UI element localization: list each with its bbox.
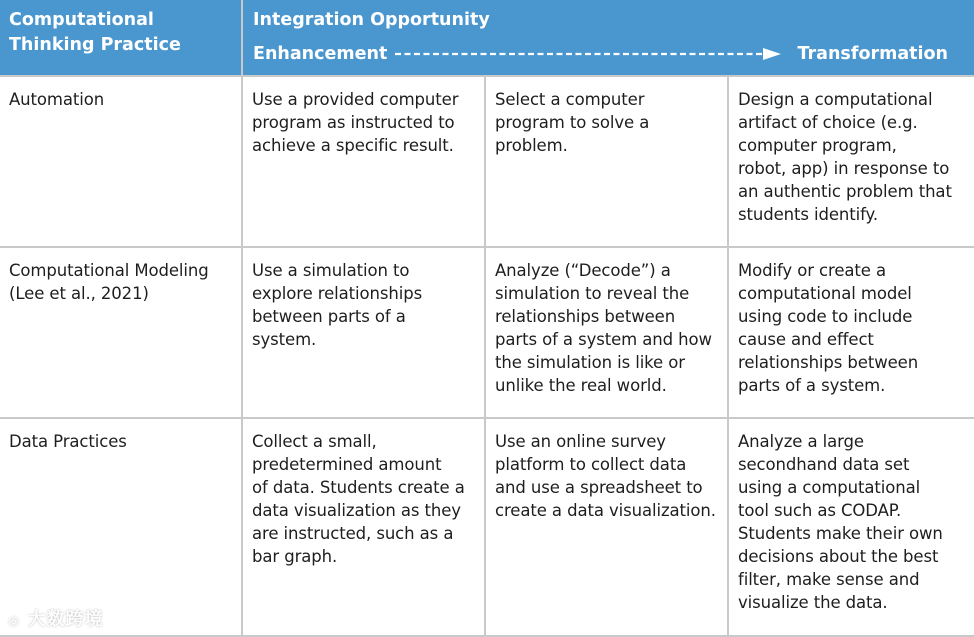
cell-line: parts of a system and how <box>495 330 712 349</box>
cell-line: problem. <box>495 136 568 155</box>
transformation-cell-modeling <box>729 248 974 417</box>
practice-cell-computational-modeling <box>0 248 241 417</box>
cell-line: (Lee et al., 2021) <box>9 284 149 303</box>
enhancement-cell-data-2 <box>486 419 727 635</box>
cell-line: computer program, <box>738 136 897 155</box>
cell-line: Automation <box>9 90 105 109</box>
cell-line: program as instructed to <box>252 113 455 132</box>
cell-line: relationships between <box>495 307 676 326</box>
cell-line: parts of a system. <box>738 376 886 395</box>
cell-line: filter, make sense and <box>738 570 920 589</box>
cell-line: predetermined amount <box>252 455 442 474</box>
cell-line: are instructed, such as a <box>252 524 454 543</box>
header-practice-line-1: Computational <box>9 10 154 30</box>
cell-line: unlike the real world. <box>495 376 667 395</box>
cell-line: between parts of a <box>252 307 406 326</box>
cell-line: robot, app) in response to <box>738 159 950 178</box>
cell-line: tool such as CODAP. <box>738 501 902 520</box>
cell-line: Computational Modeling <box>9 261 209 280</box>
cell-line: the simulation is like or <box>495 353 685 372</box>
practice-cell-data-practices <box>0 419 241 635</box>
cell-line: Collect a small, <box>252 432 377 451</box>
watermark <box>8 605 104 631</box>
cell-line: Analyze (“Decode”) a <box>495 261 671 280</box>
transformation-cell-automation <box>729 77 974 246</box>
cell-line: Students make their own <box>738 524 943 543</box>
transformation-cell-data <box>729 419 974 635</box>
cell-line: an authentic problem that <box>738 182 952 201</box>
cell-line: data visualization as they <box>252 501 461 520</box>
cell-line: explore relationships <box>252 284 423 303</box>
cell-line: relationships between <box>738 353 919 372</box>
cell-line: create a data visualization. <box>495 501 716 520</box>
cell-line: bar graph. <box>252 547 338 566</box>
cell-line: decisions about the best <box>738 547 939 566</box>
cell-line: Use an online survey <box>495 432 666 451</box>
header-practice-column <box>0 0 241 75</box>
enhancement-cell-data-1 <box>243 419 484 635</box>
cell-line: computational model <box>738 284 912 303</box>
cell-line: Analyze a large <box>738 432 864 451</box>
cell-line: Select a computer <box>495 90 645 109</box>
cell-line: program to solve a <box>495 113 650 132</box>
cell-line: using code to include <box>738 307 913 326</box>
cell-line: Modify or create a <box>738 261 886 280</box>
cell-line: and use a spreadsheet to <box>495 478 703 497</box>
cell-line: of data. Students create a <box>252 478 465 497</box>
cell-line: system. <box>252 330 317 349</box>
header-integration-opportunity <box>243 0 974 75</box>
header-enhancement-label: Enhancement <box>253 44 388 64</box>
cell-line: using a computational <box>738 478 921 497</box>
header-integration-title: Integration Opportunity <box>253 10 490 30</box>
header-transformation-label: Transformation <box>797 44 948 64</box>
enhancement-cell-automation-2 <box>486 77 727 246</box>
enhancement-cell-automation-1 <box>243 77 484 246</box>
watermark-logo-icon: ◎ <box>8 614 21 629</box>
dashed-arrow-icon <box>395 44 781 64</box>
enhancement-cell-modeling-2 <box>486 248 727 417</box>
cell-line: cause and effect <box>738 330 874 349</box>
watermark-text: 大数跨境 <box>27 609 104 630</box>
cell-line: artifact of choice (e.g. <box>738 113 918 132</box>
practice-cell-automation <box>0 77 241 246</box>
cell-line: Design a computational <box>738 90 933 109</box>
cell-line: secondhand data set <box>738 455 910 474</box>
cell-line: Use a provided computer <box>252 90 459 109</box>
cell-line: achieve a specific result. <box>252 136 454 155</box>
cell-line: visualize the data. <box>738 593 888 612</box>
cell-line: simulation to reveal the <box>495 284 690 303</box>
header-practice-line-2: Thinking Practice <box>9 35 181 55</box>
cell-line: Data Practices <box>9 432 127 451</box>
cell-line: Use a simulation to <box>252 261 410 280</box>
enhancement-cell-modeling-1 <box>243 248 484 417</box>
cell-line: platform to collect data <box>495 455 687 474</box>
cell-line: students identify. <box>738 205 879 224</box>
